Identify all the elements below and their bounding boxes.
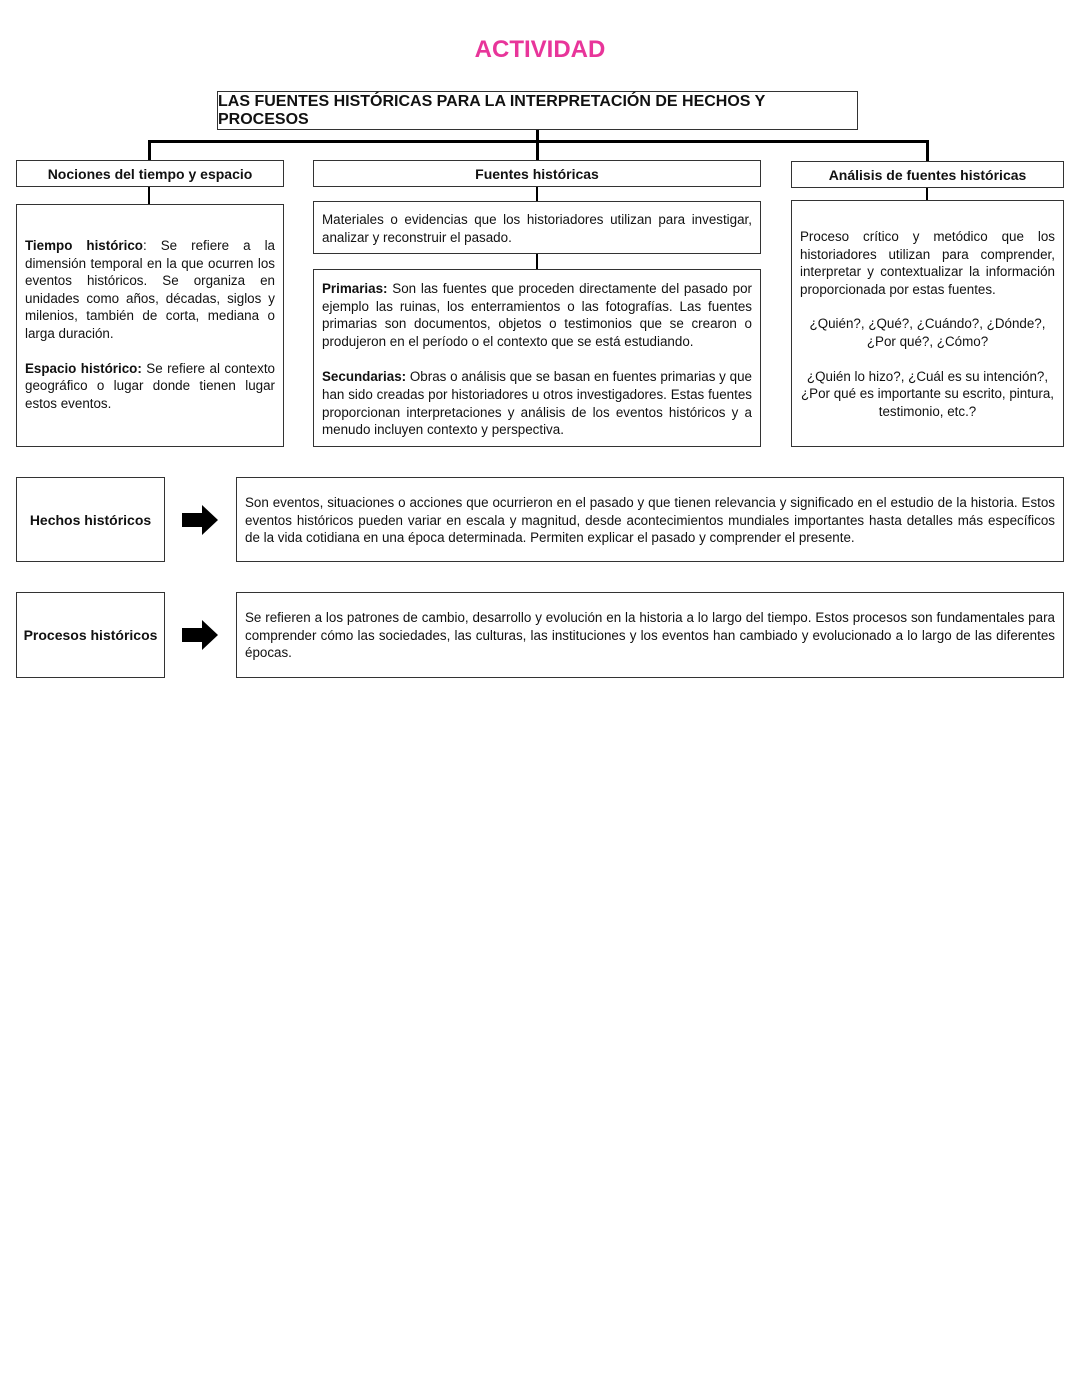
espacio-historico-term: Espacio histórico: bbox=[25, 360, 142, 376]
secundarias-term: Secundarias: bbox=[322, 369, 407, 385]
connector-col2-def bbox=[536, 187, 538, 201]
fuentes-definition: Materiales o evidencias que los historiadores utilizan para investigar, analizar y reconstruir el pasado. bbox=[322, 212, 752, 245]
connector-col3-down bbox=[926, 140, 929, 161]
hechos-text-box bbox=[236, 477, 1064, 562]
secundarias-paragraph bbox=[322, 368, 752, 438]
main-title-box bbox=[217, 91, 858, 130]
connector-col2-types bbox=[536, 254, 538, 269]
col1-body bbox=[16, 204, 284, 447]
analisis-questions-2: ¿Quién lo hizo?, ¿Cuál es su intención?, ¿Por qué es importante su escrito, pintura, testimonio, etc.? bbox=[800, 368, 1055, 419]
right-arrow-icon bbox=[182, 505, 218, 535]
hechos-label-box bbox=[16, 477, 165, 562]
col1-header bbox=[16, 160, 284, 187]
procesos-text: Se refieren a los patrones de cambio, desarrollo y evolución en la historia a lo largo del tiempo. Estos procesos son fundamentales para comprender cómo las sociedades, las culturas, las instituciones y los eventos han cambiado y evolucionado a lo largo de las diferentes épocas. bbox=[245, 610, 1055, 661]
col2-header bbox=[313, 160, 761, 187]
primarias-text: Son las fuentes que proceden directamente del pasado por ejemplo las ruinas, los enterramientos o las fotografías. Las fuentes primarias son documentos, objetos o testimonios que se crearon o produjeron en el período o el contexto que se está estudiando. bbox=[322, 281, 752, 349]
page-title: ACTIVIDAD bbox=[474, 36, 606, 63]
analisis-definition: Proceso crítico y metódico que los historiadores utilizan para comprender, interpretar y contextualizar la información proporcionada por estas fuentes. bbox=[800, 229, 1055, 297]
espacio-historico-paragraph bbox=[25, 360, 275, 413]
procesos-text-box bbox=[236, 592, 1064, 678]
tiempo-historico-term: Tiempo histórico bbox=[25, 238, 143, 253]
procesos-label-box bbox=[16, 592, 165, 678]
col1-header-label: Nociones del tiempo y espacio bbox=[47, 165, 253, 182]
hechos-text: Son eventos, situaciones o acciones que ocurrieron en el pasado y que tienen relevancia y significado en el estudio de la historia. Estos eventos históricos pueden variar en escala y magnitud, desde acontecimientos mundiales importantes hasta detalles más específicos de la vida cotidiana en una época determinada. Permiten explicar el pasado y comprender el presente. bbox=[245, 495, 1055, 546]
col2-definition bbox=[313, 201, 761, 254]
col3-header bbox=[791, 161, 1064, 188]
analisis-questions-1: ¿Quién?, ¿Qué?, ¿Cuándo?, ¿Dónde?, ¿Por qué?, ¿Cómo? bbox=[809, 316, 1046, 349]
col3-body bbox=[791, 200, 1064, 447]
col3-header-label: Análisis de fuentes históricas bbox=[828, 166, 1027, 183]
main-title: LAS FUENTES HISTÓRICAS PARA LA INTERPRETACIÓN DE HECHOS Y PROCESOS bbox=[218, 92, 766, 128]
connector-col1-down bbox=[148, 140, 151, 160]
connector-col3-body bbox=[926, 188, 928, 200]
col2-types bbox=[313, 269, 761, 447]
secundarias-text: Obras o análisis que se basan en fuentes primarias y que han sido creadas por historiadores u otros investigadores. Estas fuentes proporcionan interpretaciones y análisis de los eventos históricos y a menudo incluyen contexto y perspectiva. bbox=[322, 369, 752, 438]
hechos-label: Hechos históricos bbox=[29, 511, 152, 528]
primarias-term: Primarias: bbox=[322, 281, 388, 296]
primarias-paragraph bbox=[322, 280, 752, 350]
tiempo-historico-paragraph bbox=[25, 237, 275, 343]
col2-header-label: Fuentes históricas bbox=[475, 165, 599, 182]
connector-col1-body bbox=[148, 187, 150, 204]
right-arrow-icon bbox=[182, 620, 218, 650]
connector-col2-down bbox=[536, 140, 539, 160]
tiempo-historico-text: : Se refiere a la dimensión temporal en la que ocurren los eventos históricos. Se organiza en unidades como años, décadas, siglos y milenios, también de corta, mediana o larga duración. bbox=[25, 238, 275, 341]
procesos-label: Procesos históricos bbox=[23, 627, 158, 643]
espacio-historico-text: Se refiere al contexto geográfico o lugar donde tienen lugar estos eventos. bbox=[25, 360, 275, 411]
